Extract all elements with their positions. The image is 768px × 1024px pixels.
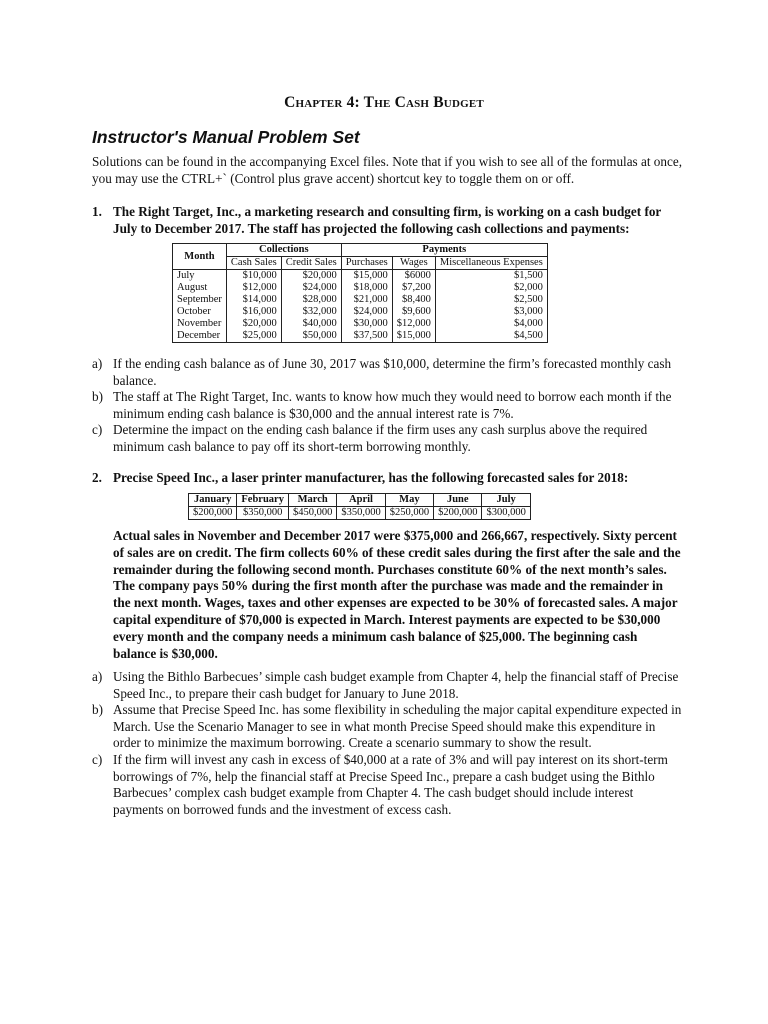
question-2-parts [92,669,684,818]
table-cell: $28,000 [281,294,341,306]
table-cell: $4,500 [435,330,547,343]
list-item [92,702,684,752]
table-header-collections: Collections [226,244,341,257]
part-text: Assume that Precise Speed Inc. has some flexibility in scheduling the major capital expenditure expected in March. Use the Scenario Manager to see in what month Precise Speed should make this expenditure in order to minimize the maximum borrowing. Create a scenario summary to show the result. [113,702,682,751]
part-label: c) [92,422,103,438]
table-cell: $6000 [392,270,435,283]
question-text: Precise Speed Inc., a laser printer manufacturer, has the following forecasted sales for 2018: [113,470,629,485]
table-row [173,294,548,306]
table-cell: $200,000 [189,507,237,520]
question-1 [92,203,684,237]
table-cell: $24,000 [341,306,392,318]
part-label: a) [92,356,103,371]
table-row [173,330,548,343]
list-item [92,389,684,422]
part-label: b) [92,389,103,405]
table-cell: $14,000 [226,294,281,306]
table-cell: $21,000 [341,294,392,306]
table-subheader: Credit Sales [281,257,341,270]
question-1-parts [92,356,684,456]
table-cell: $7,200 [392,282,435,294]
table-cell: $15,000 [341,270,392,283]
table-cell: July [173,270,227,283]
table-cell: $12,000 [226,282,281,294]
section-heading: Instructor's Manual Problem Set [92,127,360,147]
table-cell: $4,000 [435,318,547,330]
table-cell: $450,000 [288,507,336,520]
table-cell: August [173,282,227,294]
table-header-month: March [288,494,336,507]
table-cell: $32,000 [281,306,341,318]
table-cell: $18,000 [341,282,392,294]
intro-paragraph: Solutions can be found in the accompanying Excel files. Note that if you wish to see all of the formulas at once, you may use the CTRL+` (Control plus grave accent) shortcut key to toggle them on or off. [92,154,682,186]
part-text: If the ending cash balance as of June 30, 2017 was $10,000, determine the firm’s forecasted monthly cash balance. [113,356,672,388]
cash-collections-payments-table [172,243,548,343]
part-text: The staff at The Right Target, Inc. wants to know how much they would need to borrow each month if the minimum ending cash balance is $30,000 and the annual interest rate is 7%. [113,389,672,421]
list-item [92,752,684,818]
table-cell: $350,000 [337,507,385,520]
list-item [92,422,684,455]
question-2-paragraph: Actual sales in November and December 2017 were $375,000 and 266,667, respectively. Sixty percent of sales are on credit. The firm collects 60% of these credit sales during the first after the sale and the remainder during the following second month. Purchases constitute 60% of the next month’s sales. The company pays 50% during the first month after the purchase was made and the remainder in the next month. Wages, taxes and other expenses are expected to be 30% of forecasted sales. A major capital expenditure of $70,000 is expected in March. Interest payments are expected to be $30,000 every month and the company needs a minimum cash balance of $25,000. The beginning cash balance is $30,000. [113,528,681,661]
part-label: a) [92,669,103,684]
forecasted-sales-table [188,493,531,520]
table-cell: October [173,306,227,318]
part-text: If the firm will invest any cash in excess of $40,000 at a rate of 3% and will pay interest on its short-term borrowings of 7%, help the financial staff at Precise Speed Inc., prepare a cash budget using the Bithlo Barbecues’ complex cash budget example from Chapter 4. The cash budget should include interest payments on borrowed funds and the investment of excess cash. [113,751,668,817]
table-header-month: February [237,494,289,507]
table-subheader: Miscellaneous Expenses [435,257,547,270]
table-row [173,282,548,294]
table-subheader: Wages [392,257,435,270]
table-row [173,306,548,318]
table-cell: December [173,330,227,343]
table-cell: $12,000 [392,318,435,330]
table-cell: $1,500 [435,270,547,283]
table-cell: November [173,318,227,330]
table-subheader: Purchases [341,257,392,270]
table-cell: $200,000 [434,507,482,520]
list-item [92,356,684,389]
table-header-month: May [385,494,433,507]
table-cell: $250,000 [385,507,433,520]
table-row [173,270,548,283]
table-header-month: July [482,494,530,507]
part-label: b) [92,702,103,718]
table-row [173,318,548,330]
chapter-title: Chapter 4: The Cash Budget [284,94,484,111]
table-cell: $15,000 [392,330,435,343]
table-cell: $3,000 [435,306,547,318]
table-cell: $10,000 [226,270,281,283]
table-cell: $350,000 [237,507,289,520]
table-header-payments: Payments [341,244,547,257]
table-cell: $30,000 [341,318,392,330]
part-text: Determine the impact on the ending cash balance if the firm uses any cash surplus above the required minimum cash balance to pay off its short-term borrowing monthly. [113,422,648,454]
table-cell: $25,000 [226,330,281,343]
table-cell: $9,600 [392,306,435,318]
table-cell: $8,400 [392,294,435,306]
question-2 [92,469,684,486]
table-cell: $20,000 [281,270,341,283]
table-cell: $37,500 [341,330,392,343]
part-label: c) [92,751,103,767]
table-cell: $40,000 [281,318,341,330]
table-cell: September [173,294,227,306]
question-number: 1. [92,204,102,219]
table-header-month: June [434,494,482,507]
table-cell: $20,000 [226,318,281,330]
table-cell: $2,000 [435,282,547,294]
table-cell: $50,000 [281,330,341,343]
table-cell: $24,000 [281,282,341,294]
table-header-month: April [337,494,385,507]
table-row [189,507,531,520]
table-subheader: Cash Sales [226,257,281,270]
part-text: Using the Bithlo Barbecues’ simple cash budget example from Chapter 4, help the financial staff of Precise Speed Inc., to prepare their cash budget for January to June 2018. [113,669,679,701]
table-header-month: Month [173,244,227,270]
list-item [92,669,684,702]
question-text: The Right Target, Inc., a marketing research and consulting firm, is working on a cash budget for July to December 2017. The staff has projected the following cash collections and payments: [113,204,662,236]
table-header-month: January [189,494,237,507]
table-cell: $2,500 [435,294,547,306]
question-number: 2. [92,470,102,485]
table-cell: $16,000 [226,306,281,318]
table-cell: $300,000 [482,507,530,520]
